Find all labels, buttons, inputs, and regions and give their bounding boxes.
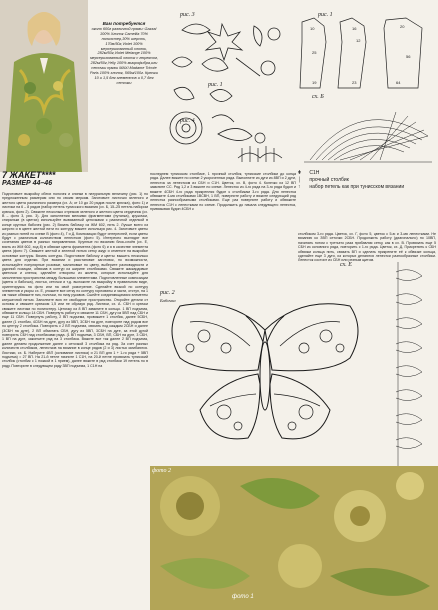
- arrow-icon: ↑: [298, 184, 301, 190]
- project-title: 7 ЖАКЕТ****: [2, 170, 56, 180]
- crochet-detail-photo: [150, 466, 438, 610]
- butterfly-drawing: [160, 300, 370, 450]
- legend-description: столбиком 3-го ряда. Цветок, сх. Г, фото 5, цветок с 5-ю и 3-мя лепестками. Не вязанию ко ЗВП сеточки 2СБН. Продолжить работу (диагонально) по 10ВП, начинать потом с третьего раза прибавляя сетку, как в сх. В. Провязать еще 5 СБН из основного ряда, повторить с 1-го ряда. Цветок, сх. Д. Прикрепить к СБН обвязки кольца нить, связать ВП и сделать прикрепите её к обвязке кольца, сделайте еще 3 дуги, из которых делаются лепестки разнообразные столбики. Лепесток состоит из СБН или резным щитом.: [298, 232, 436, 263]
- dim-label: 10: [310, 26, 315, 31]
- figure-3-drawing: [162, 18, 290, 146]
- figure-2-caption: Бабочка: [160, 298, 176, 303]
- legend-item-label: набор петель как при тунисском вязании: [309, 184, 405, 190]
- dim-label: 56: [406, 54, 411, 59]
- solid-stitch-icon: │: [298, 177, 302, 183]
- figure-3-label: рис. 3: [180, 12, 195, 18]
- materials-heading: Вам потребуется: [102, 21, 146, 26]
- legend-item-label: прочный столбик: [309, 177, 349, 183]
- figure-4-drawing: [236, 128, 286, 168]
- instructions-column-1: Подготовьте выкройку обеих полочек и спинки в натуральную величину (рис. 1) по предложенным размерам или по своим меркам. Заготовьте листочки зеленого и желтого цвета различного размера (сх. А; от 10 до 20 рядов после крючка), фото 1) и листики на 6 – 8 рядов (набор петель тунисского вязания (сх. Б, 15–25 петель набором крючка, фото 2). Свяжите несколько отрезков зеленого и желтого цвета сердечник (сх. В – фото 3, рис. 3). Для заполнения мелкими фрагментами (путанка), кружочки, спиральки (в цветах) используйте вывязанный цепочками с различной отделкой в конце круглых бабочек (рис. 2) Вязать бабочку из ЖМ 602, нить 2. Лучше всего из шерсти и в цвете желтой нити по контуру вяжите используя рис. 4. Заготовьте цветы из разных нитей по схеме В (фото 4), Г и Д. Композиции будут интересней, если цветы будут с различным количеством лепестков (фото 5). Интересно выглядят все сочетания цветов в разных направлениях. Крупные по вязанию блок-слоёв (сх. Е, взять из ЖМ 602, ход 8) в обвязке цвета фрагмента (фото 6) и я в качестве элемента цвета (фото 7). Свяжите желтой и зеленой нитью сетку ажур и отметьте на выкройке основные контуры. Вязать контуры. Подготовьте бабочку и цветы: вышить несколько цвета для отделки. При вязании и расстановке заготовок, по возможности, используйте популярные розовые, малиновые по цвету, выберите разновидности и удачной позиции, обвязав в контур из ширине столбиками. Свяжите жаккардовые цветочки и кленок, сделайте отвороты из жилета, которые используйте для заполнения пространства между большими элементами. Подготовленные композиции (цветы и бабочка), листья, сеточки и т.д. выложите на выкройку в правильном виде, ориентируясь на фото или на своё усмотрение. Сделайте вязкой по контуру элементов и узоры сх. Е, уложите все сетку по контуру горловины и части, отступ, на 1 см также обвяжите низ, полочки, по низу рукавов. Сшейте соединяющимися элементы катушечной нитью. Заполните всю ее свободное пространство. Откройте детали от основы и свяжите крючком 1,5 или не образуя ряд. Листики, сх. А. СБН и крючки свяжите листики по полиэстеру. Цепочку из 8 ВП замкните в кольцо. 1 ВП подъема, обвяжите кольцо 14 СБН. Повернуть работу и свяжите 11 СБН, дугу из 5ВП над СБН и еще 11 СБН. Повернуть работу, 2 ВП подъема, провяжите 1 столбик, далее 5СБН, далее (1 столбик, 4СБН на дуге, дугу из 5ВП, 3СБН на дуге, повторите над рядом все по центру 2 столбика. Повторить с 2 ВП подъема, связать под каждым 2СБН и далее (3СБН на дуге), 2 ВП обмотать СБН, дугу из 5ВП, 3СБН на дуге, за этой дугой повторить СБН над столбиками ряда. (1 ВП подъема, 3 СБН, ВП, СБН на дуге, 3 СБН, 1 ВП на дуге, закончите ряд на 3 столбика. Вяжите все так далее 2 ВП подъема, далее делаем продолжение далее с сеточкой 3 столбика на ряд. За счет разных количеств столбиков, лепестков на вязание в конце рядов (2 и 3) листья загибаются. Листики, сх. Б. Наберите 4ВП (основание листика) и 21 ВП для 1 + 1-го ряда + 5ВП подъема) = 27 ВП. На 21-й петле начните 1 С1Н, на 20-й петле провязать тунисский столбик (столбик с 1 ножкой в 1 прием), далее вяжите в ряд столбики 19 петель по в ряду. Повторите в следующем ряду 3ВП подъема, 1 С1Н на: [2, 192, 148, 368]
- scheme-e-drawing: [392, 262, 436, 472]
- scheme-e-label: сх. Е: [340, 262, 352, 268]
- title-block: [2, 170, 90, 192]
- jacket-model-photo: [0, 0, 88, 172]
- instructions-column-2: последнем тунисском столбике, 1 прочный столбик, тунисские столбики до конца ряда. Далее вяжите по схеме 2 укороченных ряда. Выполните из дуги из 8ВП и 2 дуги, лепесток за лепестком из СБН и С1Н. Цветок, сх. В, фото 4. Колечко из 12 ВП замкните СС. Ряд 1,2 и 3 вяжите по схеме. Лепесток из 4-го ряда на 3-го ряда будон и вяжите 4СБН 4-го ряда прикрепляя будон к столбикам 3-го ряда. Для лепестка обвяжите 4-мя столбиками 1ВСВН, 1 ВП, поверните работу и вяжите следующий ряд лепестка разнообразными столбиками. Еще раз поверните работу и обвяжите лепесток С1Н с лепестками по схеме. Продолжить до начала следующего лепестка, привязывая будон 4СБН к: [150, 172, 296, 212]
- dim-label: 25: [312, 50, 317, 55]
- legend-item-c1h: [298, 170, 436, 177]
- figure-1-secondary-label: рис. 1: [208, 82, 223, 88]
- stitch-legend: [298, 170, 436, 230]
- figure-2-label: рис. 2: [160, 290, 175, 296]
- figure-1-drawing: [296, 18, 436, 92]
- dim-label: 20: [400, 24, 405, 29]
- figure-1-label: рис. 1: [318, 12, 333, 18]
- scheme-b-label: сх. Б: [312, 94, 324, 100]
- project-size: РАЗМЕР 44–46: [2, 180, 53, 187]
- legend-item-chain: [298, 177, 436, 184]
- dim-label: 12: [356, 38, 361, 43]
- legend-item-label: С1Н: [309, 170, 320, 176]
- dim-label: 19: [312, 80, 317, 85]
- legend-item-arrow: [298, 184, 436, 191]
- materials-text: около 600г различной пряжи: Gazzal 100% Хлопок Camellia 70% полиэстер,30% шерсть, 170м/50г,Violet 100% мерсеризованный хлопок, 282м/50г,Violet Melange 100% мерсеризованный хлопок с люрексом, 282м/50г,Yelly 100% микрофибра,или сеточки пряжи MAXI Madame Tricote Paris 100% хлопок, 565м/100г. Крючки 10 и 1,5 для элементов и 0,7 для сеточки: [90, 26, 158, 85]
- c1h-icon: ǂ: [298, 170, 301, 176]
- scheme-b-drawing: [300, 100, 436, 166]
- photo-2-label: фото 2: [152, 468, 172, 474]
- dim-label: 16: [352, 26, 357, 31]
- dim-label: 23: [352, 80, 357, 85]
- figure-4-label: рис. 4: [180, 118, 195, 124]
- materials-block: [90, 22, 158, 142]
- photo-1-label: фото 1: [232, 594, 254, 600]
- dim-label: 64: [396, 80, 401, 85]
